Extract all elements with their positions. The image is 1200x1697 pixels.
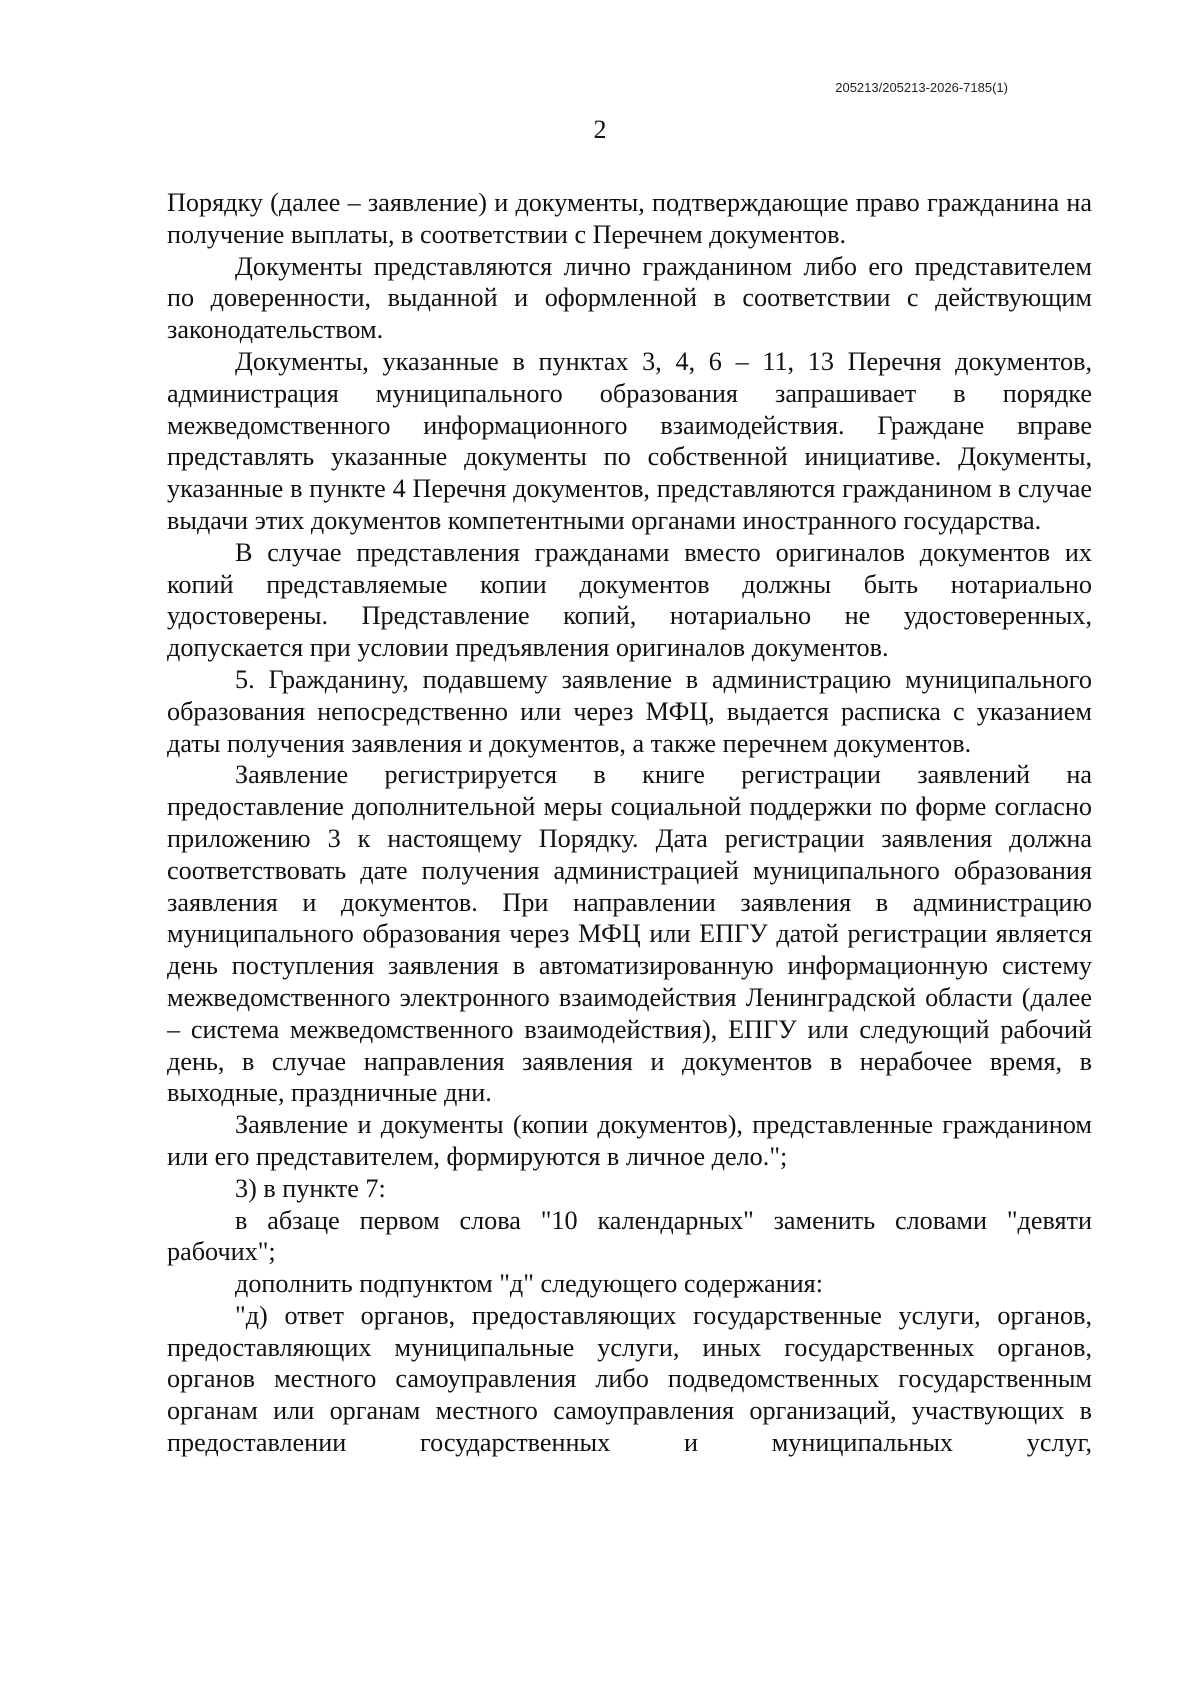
paragraph-replace-words: в абзаце первом слова "10 календарных" заменить словами "девяти рабочих"; <box>167 1205 1092 1267</box>
paragraph-add-subitem: дополнить подпунктом "д" следующего содержания: <box>235 1269 823 1299</box>
paragraph-registration: Заявление регистрируется в книге регистрации заявлений на предоставление дополнительной меры социальной поддержки по форме согласно приложению 3 к настоящему Порядку. Дата регистрации заявления должна соответствовать дате получения администрацией муниципального образования заявления и документов. При направлении заявления в администрацию муниципального образования через МФЦ или ЕПГУ датой регистрации является день поступления заявления в автоматизированную информационную систему межведомственного электронного взаимодействия Ленинградской области (далее – система межведомственного взаимодействия), ЕПГУ или следующий рабочий день, в случае направления заявления и документов в нерабочее время, в выходные, праздничные дни. <box>167 760 1092 1108</box>
paragraph-continuation: Порядку (далее – заявление) и документы, подтверждающие право гражданина на получение выплаты, в соответствии с Перечнем документов. <box>167 188 1092 249</box>
page-number: 2 <box>593 115 607 144</box>
document-id: 205213/205213-2026-7185(1) <box>835 80 1008 95</box>
paragraph-item-5-receipt: 5. Гражданину, подавшему заявление в администрацию муниципального образования непосредственно или через МФЦ, выдается расписка с указанием даты получения заявления и документов, а также перечнем документов. <box>167 664 1092 758</box>
paragraph-item-7-heading: 3) в пункте 7: <box>235 1173 386 1203</box>
paragraph-notarized-copies: В случае представления гражданами вместо оригиналов документов их копий представляемые копии документов должны быть нотариально удостоверены. Представление копий, нотариально не удостоверенных, допускается при условии предъявления оригиналов документов. <box>167 537 1092 663</box>
paragraph-personal-file: Заявление и документы (копии документов), представленные гражданином или его представителем, формируются в личное дело."; <box>167 1110 1092 1171</box>
paragraph-submission-method: Документы представляются лично гражданином либо его представителем по доверенности, выданной и оформленной в соответствии с действующим законодательством. <box>167 251 1092 345</box>
paragraph-interagency-request: Документы, указанные в пунктах 3, 4, 6 – 11, 13 Перечня документов, администрация муниципального образования запрашивает в порядке межведомственного информационного взаимодействия. Граждане вправе представлять указанные документы по собственной инициативе. Документы, указанные в пункте 4 Перечня документов, представляются гражданином в случае выдачи этих документов компетентными органами иностранного государства. <box>167 346 1092 535</box>
document-body <box>167 187 1092 1459</box>
paragraph-subitem-d: "д) ответ органов, предоставляющих государственные услуги, органов, предоставляющих муниципальные услуги, иных государственных органов, органов местного самоуправления либо подведомственных государственным органам или органам местного самоуправления организаций, участвующих в предоставлении государственных и муниципальных услуг, <box>167 1300 1092 1458</box>
